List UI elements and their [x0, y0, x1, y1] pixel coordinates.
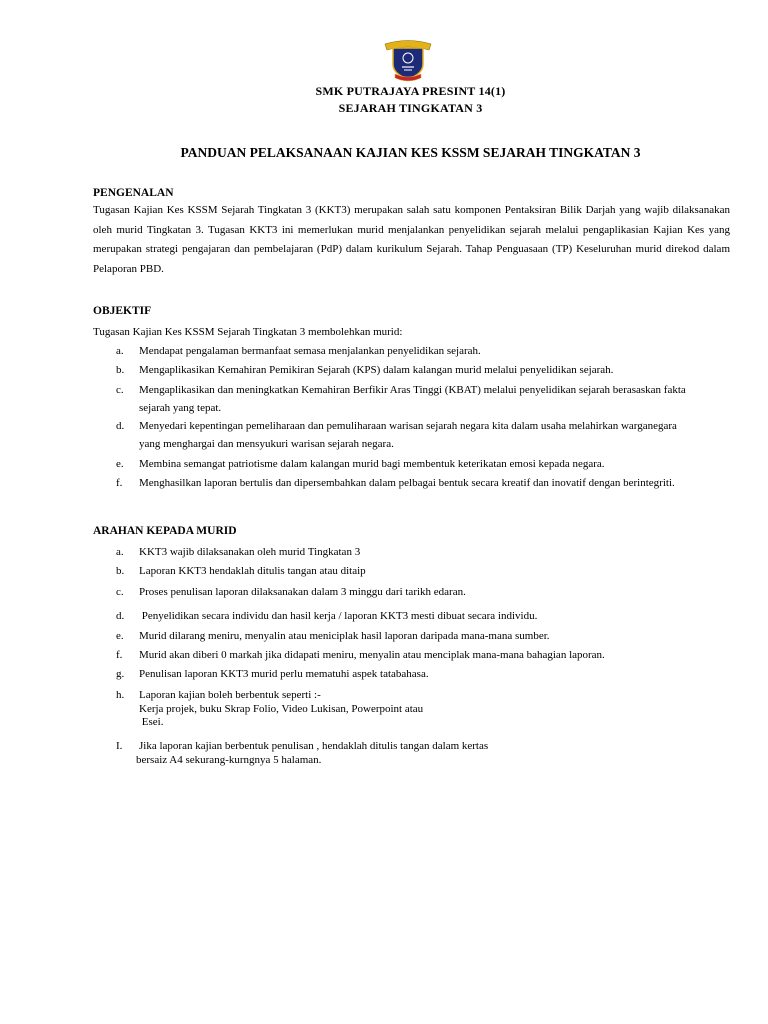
list-text: Laporan KKT3 hendaklah ditulis tangan atau ditaip [139, 565, 366, 577]
list-text: Mengaplikasikan Kemahiran Pemikiran Sejarah (KPS) dalam kalangan murid melalui penyelidikan sejarah. [139, 364, 614, 376]
list-marker: d. [116, 610, 125, 622]
list-text: Laporan kajian boleh berbentuk seperti :- [139, 689, 321, 701]
subject-name: SEJARAH TINGKATAN 3 [338, 101, 483, 115]
list-marker: a. [116, 546, 124, 558]
list-text: Murid akan diberi 0 markah jika didapati meniru, menyalin atau menciplak mana-mana bahagian laporan. [139, 649, 605, 661]
list-text: Penyelidikan secara individu dan hasil kerja / laporan KKT3 mesti dibuat secara individu. [139, 610, 538, 622]
list-marker: a. [116, 345, 124, 357]
list-marker: f. [116, 649, 123, 661]
list-marker: b. [116, 565, 125, 577]
list-text: sejarah yang tepat. [139, 402, 222, 414]
list-marker: e. [116, 630, 124, 642]
list-text: Proses penulisan laporan dilaksanakan dalam 3 minggu dari tarikh edaran. [139, 586, 466, 598]
document-title: PANDUAN PELAKSANAAN KAJIAN KES KSSM SEJARAH TINGKATAN 3 [180, 145, 641, 160]
list-text: Mengaplikasikan dan meningkatkan Kemahiran Berfikir Aras Tinggi (KBAT) melalui penyelidikan sejarah berasaskan fakta [139, 384, 686, 396]
list-marker: g. [116, 668, 125, 680]
list-text: Jika laporan kajian berbentuk penulisan , hendaklah ditulis tangan dalam kertas [139, 740, 489, 752]
list-marker: e. [116, 458, 124, 470]
list-text: Kerja projek, buku Skrap Folio, Video Lukisan, Powerpoint atau [139, 703, 424, 715]
list-text: Menghasilkan laporan bertulis dan dipersembahkan dalam pelbagai bentuk secara kreatif dan inovatif dengan berintegriti. [139, 477, 675, 489]
list-text: bersaiz A4 sekurang-kurngnya 5 halaman. [136, 754, 322, 766]
list-marker: b. [116, 364, 125, 376]
list-marker: d. [116, 420, 125, 432]
objektif-intro: Tugasan Kajian Kes KSSM Sejarah Tingkatan 3 membolehkan murid: [93, 326, 403, 338]
list-text: Murid dilarang meniru, menyalin atau meniciplak hasil laporan daripada mana-mana sumber. [139, 630, 550, 642]
pengenalan-heading: PENGENALAN [93, 187, 174, 199]
list-marker: h. [116, 689, 125, 701]
objektif-heading: OBJEKTIF [93, 305, 152, 317]
school-name: SMK PUTRAJAYA PRESINT 14(1) [315, 84, 506, 98]
list-text: Esei. [139, 716, 164, 728]
school-crest-logo [383, 38, 433, 82]
list-text: Menyedari kepentingan pemeliharaan dan pemuliharaan warisan sejarah negara kita dalam usaha melahirkan warganegara [139, 420, 677, 432]
list-text: KKT3 wajib dilaksanakan oleh murid Tingkatan 3 [139, 546, 361, 558]
pengenalan-paragraph: Tugasan Kajian Kes KSSM Sejarah Tingkatan 3 (KKT3) merupakan salah satu komponen Pentaksiran Bilik Darjah yang wajib dilaksanakan oleh murid Tingkatan 3. Tugasan KKT3 ini memerlukan murid menjalankan penyelidikan sejarah melalui pengaplikasian Kajian Kes yang merupakan strategi pengajaran dan pembelajaran (PdP) dalam kurikulum Sejarah. Tahap Penguasaan (TP) Keseluruhan murid direkod dalam Pelaporan PBD. [93, 204, 730, 275]
arahan-heading: ARAHAN KEPADA MURID [93, 525, 237, 537]
list-marker: I. [116, 740, 123, 752]
list-text: Mendapat pengalaman bermanfaat semasa menjalankan penyelidikan sejarah. [139, 345, 481, 357]
list-text: Membina semangat patriotisme dalam kalangan murid bagi membentuk keterikatan emosi kepada negara. [139, 458, 605, 470]
list-marker: c. [116, 384, 124, 396]
list-marker: f. [116, 477, 123, 489]
list-text: yang menghargai dan mensyukuri warisan sejarah negara. [139, 438, 394, 450]
list-marker: c. [116, 586, 124, 598]
list-text: Penulisan laporan KKT3 murid perlu mematuhi aspek tatabahasa. [139, 668, 429, 680]
